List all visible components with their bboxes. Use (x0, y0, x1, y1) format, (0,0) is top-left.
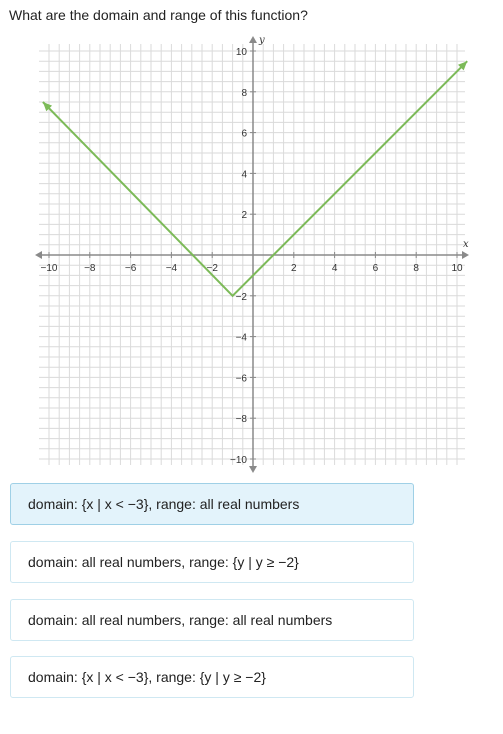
y-axis-label: y (259, 35, 265, 46)
x-tick-label: 8 (413, 263, 419, 274)
x-tick-label: −8 (84, 263, 96, 274)
answer-choice-4[interactable]: domain: {x | x < −3}, range: {y | y ≥ −2} (10, 656, 414, 698)
answer-choice-1[interactable]: domain: {x | x < −3}, range: all real numbers (10, 483, 414, 525)
x-axis-arrow-left (35, 251, 42, 259)
x-tick-label: 2 (291, 263, 297, 274)
x-tick-label: 4 (331, 263, 338, 274)
x-tick-label: 6 (372, 263, 379, 274)
x-tick-label: −4 (165, 263, 178, 274)
x-axis-arrow-right (462, 251, 469, 259)
question-text: What are the domain and range of this function? (9, 7, 308, 23)
y-tick-label: 2 (241, 210, 247, 222)
y-axis-arrow-down (249, 466, 257, 473)
x-axis-label: x (463, 239, 469, 250)
y-tick-label: −8 (235, 414, 247, 426)
y-tick-label: −4 (235, 332, 247, 344)
y-tick-label: 8 (241, 87, 247, 99)
y-tick-label: 4 (241, 169, 247, 181)
y-tick-label: 10 (235, 47, 247, 58)
x-tick-label: −2 (206, 263, 218, 274)
answer-choice-2[interactable]: domain: all real numbers, range: {y | y ≥ −2} (10, 541, 414, 583)
answer-choice-3[interactable]: domain: all real numbers, range: all real numbers (10, 599, 414, 641)
function-line (40, 61, 467, 296)
x-tick-label: −10 (40, 263, 58, 274)
x-tick-label: −6 (124, 263, 137, 274)
y-axis-arrow-up (249, 36, 257, 43)
y-tick-label: −10 (230, 455, 247, 466)
y-tick-label: −6 (235, 373, 247, 385)
x-tick-label: 10 (451, 263, 463, 274)
y-tick-label: 6 (241, 128, 247, 140)
y-tick-label: −2 (235, 291, 247, 303)
